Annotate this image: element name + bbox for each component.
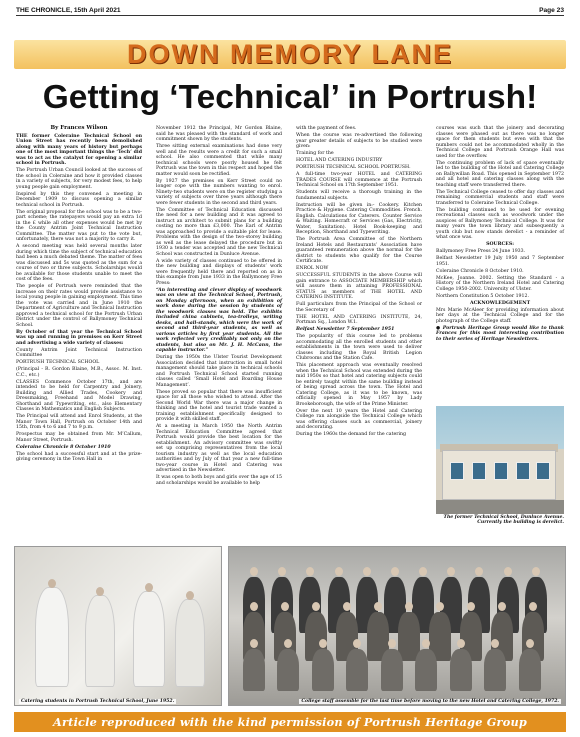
staff-head — [405, 602, 413, 611]
photo-strip — [14, 546, 566, 712]
staff-figure — [312, 649, 334, 691]
staff-head — [278, 567, 286, 576]
paragraph: A wide variety of classes continued to be offered in the new building and displays of students’ work were frequently held there and reported on as in this example from June 1933 in the Ballymoney Free Press: — [156, 258, 282, 286]
paragraph: Over the next 10 years the Hotel and Catering College ran alongside the Technical College which was offering classes such as commercial, joinery and decorating. — [296, 408, 422, 430]
staff-head — [504, 567, 512, 576]
paragraph: HOTEL AND CATERING INDUSTRY — [296, 158, 383, 163]
paragraph: Coleraine Chronicle 8 October 1910 — [16, 444, 111, 450]
footer-banner — [14, 712, 566, 732]
paragraph: courses was such that the joinery and decorating classes were phased out as there was no longer space for them students but even with that the numbers could not be accommodated wholly in the Technical College and Portrush Orange Hall was used for the overflow. — [436, 126, 564, 159]
staff-head — [532, 567, 540, 576]
paragraph: THE former Coleraine Technical School on Union Street has recently been demolished along with many years of history but perhaps one of the most important things the ‘Tech’ did was to act as the catalyst for opening a similar school in Portrush. — [16, 133, 142, 166]
paragraph: The building continued to be used for evening recreational classes such as woodwork under the auspices of Ballymoney Technical College. It was for many years the town library and subsequently a youth club but now stands derelict - a reminder of what once was. — [436, 207, 564, 240]
staff-head — [319, 639, 327, 648]
paragraph: During the 1950s the Ulster Tourist Development Association decided that instruction in small hotel management should take place in technical schools and Portrush Technical School started running classes called ‘Small Hotel and Boarding House Management’. — [156, 355, 282, 388]
paragraph: Three sitting external examinations had done very well and the results were a credit for such a small school. He also commented that while many technical schools were poorly housed he felt Portrush was the town in this respect and hoped the matter would soon be rectified. — [156, 144, 282, 177]
article-headline: Getting ‘Technical’ in Portrush! — [42, 79, 538, 116]
paragraph: SUCCESSFUL STUDENTS in the above Course will gain entrance to ASSOCIATE MEMBERSHIP which will assure them in attaining PROFESSIONAL STATUS as members of THE HOTEL AND CATERING INSTITUTE. — [296, 273, 422, 300]
section-banner — [14, 40, 566, 69]
publication-date: THE CHRONICLE, 15th April 2021 — [16, 7, 121, 14]
paragraph: The original proposal for the school was to be a two-part scheme; the ratepayers would pay an extra 1d in the £ while all other expenses would be met by the County Antrim Joint Technical Instruction Committee. The matter was put to the vote but, unfortunately, there was not a majority to carry it. — [16, 209, 142, 242]
staff-figure — [243, 649, 265, 691]
paragraph: ACKNOWLEDGEMENT — [469, 300, 531, 306]
staff-head — [250, 602, 258, 611]
paragraph: THE HOTEL AND CATERING INSTITUTE, 24, Portman Sq., London W.1. — [296, 314, 422, 325]
paragraph: ● Portrush Heritage Group would like to thank Frances for this most interesting contribution to their series of Heritage Newsletters. — [436, 325, 564, 342]
staff-head — [250, 639, 258, 648]
staff-head — [475, 567, 483, 576]
page-header — [16, 4, 564, 16]
staff-head — [467, 602, 475, 611]
paragraph: Belfast Newsletter 7 September 1951 — [296, 327, 395, 332]
paragraph: By October of that year the Technical School was up and running in premises on Kerr Street and advertising a wide variety of classes: — [16, 329, 142, 346]
paragraph: The school had a successful start and at the prize-giving ceremony in the Town Hall in — [16, 451, 142, 462]
paragraph: County Antrim Joint Technical Instruction Committee — [16, 347, 142, 358]
paragraph: PORTRUSH TECHNICAL SCHOOL — [16, 360, 100, 365]
column-1-text — [16, 134, 142, 463]
staff-head — [374, 602, 382, 611]
staff-head — [391, 567, 399, 576]
banner-title: DOWN MEMORY LANE — [127, 39, 453, 69]
paragraph: SOURCES: — [486, 242, 514, 247]
footer-credit: Article reproduced with the kind permission of Portrush Heritage Group — [53, 715, 527, 729]
staff-head — [306, 567, 314, 576]
paragraph: These proved so popular that there was insufficient space for all those who wished to attend. After the Second World War there was a major change in thinking and the hotel and tourist trade wanted a training establishment specifically designed to provide it with skilled staff. — [156, 389, 282, 422]
catering-students-photo — [14, 546, 222, 706]
technical-school-photo — [436, 406, 564, 514]
staff-figure — [519, 649, 541, 691]
paragraph: Belfast Newsletter 19 July 1950 and 7 September 1951. — [436, 256, 564, 267]
paragraph: November 1912 the Principal, Mr Gordon Blaine, said he was pleased with the standard of work and commitment shown by the students. — [156, 126, 282, 142]
paragraph: The popularity of this course led to problems accommodating all the enrolled students and other establishments in the town were used to deliver classes including the Royal British Legion Clubrooms and the Station Cafe. — [296, 334, 422, 361]
paragraph: By 1927 the premises on Kerr Street could no longer cope with the numbers wanting to enrol. Ninety-two students were on the register studying a variety of subjects over three years although there were fewer students in the second and third years. — [156, 178, 282, 206]
paragraph: At a meeting in March 1950 the North Antrim Technical Education Committee agreed that Portrush would provide the best location for the establishment. An advisory committee was swiftly set up comprising representatives from the local tourism industry as well as the local education authorities and by July of that year a new full-time two-year course in Hotel and Catering was advertised in the Newsletter. — [156, 424, 282, 473]
staff-head — [250, 567, 258, 576]
paragraph: It was open to both boys and girls over the age of 15 and scholarships would be available to help — [156, 475, 282, 486]
staff-head — [363, 567, 371, 576]
paragraph: During the 1960s the demand for the catering — [296, 432, 407, 437]
paragraph: A full-time two-year HOTEL and CATERING TRADES COURSE will commence at the Portrush Technical School on 17th September 1951. — [296, 172, 422, 188]
page-number: Page 23 — [539, 7, 564, 14]
paragraph: Training for the — [296, 151, 334, 156]
column-3-text — [296, 126, 422, 438]
staff-head — [281, 602, 289, 611]
paragraph: ENROL NOW — [296, 266, 329, 271]
paragraph: The continuing problem of lack of space eventually led to the building of the Hotel and Catering College on Ballywillan Road. This opened in September 1972 and all hotel and catering classes along with the teaching staff were transferred there. — [436, 160, 564, 188]
photo-caption-students: Catering students in Portrush Technical School, June 1952. — [21, 699, 175, 704]
paragraph: Students will receive a thorough training in the fundamental subjects. — [296, 190, 422, 201]
paragraph: PORTRUSH TECHNICAL SCHOOL PORTRUSH. — [296, 165, 411, 170]
paragraph: The Portrush Area Committee of the Northern Ireland Hotels and Restaurants’ Association have guaranteed remuneration above the normal for the district to students who qualify for the Course Certificate. — [296, 237, 422, 264]
column-1 — [16, 126, 142, 546]
staff-head — [498, 602, 506, 611]
staff-head — [353, 639, 361, 648]
staff-figure — [381, 649, 403, 691]
staff-head — [388, 639, 396, 648]
paragraph: Instruction will be given in:- Cookery. Kitchen Practice & Hygiene. Catering Commodities. French. English. Calculations for Caterers. Counter Service & Waiting. Homecraft or Services (Gas, Electricity, Water, Sanitation). Hotel Book-keeping and Reception, Shorthand and Typewriting. — [296, 202, 422, 235]
staff-head — [447, 567, 455, 576]
photo-caption-school: The former Technical School, Dunluce Avenue. Currently the building is derelict. — [443, 515, 564, 526]
column-3 — [296, 126, 422, 546]
paragraph: The Portrush Urban Council looked at the success of the school in Coleraine and how it provided classes in a variety of subjects, for very modest fees, to help young people gain employment. — [16, 168, 142, 190]
paragraph: “An interesting and clever display of woodwork was on view at the Technical School, Portrush, on Monday afternoon, when an exhibition of work done during the session by students of the woodwork classes was held. The exhibits included china cabinets, tea-trolleys, writing desks, and hall-stands, which were the work of second and third-year students, as well as various articles by first year students. All the work reflected very creditably not only on the students, but also on Mr. J. H. McCann, the capable instructor.” — [156, 287, 282, 353]
paragraph: The Committee of Technical Education discussed the need for a new building and it was agreed to instruct an architect to submit plans for a building costing no more than £3,000. The Earl of Antrim was approached to provide a suitable plot for lease. Problems with the design of the two-storey building as well as the lease delayed the procedure but in 1930 a tender was accepted and the new Technical School was constructed in Dunluce Avenue. — [156, 207, 282, 257]
staff-head — [526, 639, 534, 648]
paragraph: Coleraine Chronicle 8 October 1910. — [436, 268, 524, 274]
paragraph: This placement approach was eventually resolved when the Technical School was extended during the mid 1950s so that hotel and catering subjects could be entirely taught within the same building instead of being spread across the town. The Hotel and Catering College, as it was to be known, was officially opened in May 1957 by Lady Brookeborough, the wife of the Prime Minister. — [296, 363, 422, 407]
staff-head — [343, 602, 351, 611]
paragraph: The Technical College ceased to offer day classes and remaining commercial students and staff were transferred to Coleraine Technical College. — [436, 189, 564, 206]
paragraph: McKee, Joanne. 2002. Setting the Standard - a History of the Northern Ireland Hotel and Catering College 1950-2002. University of Ulster. — [436, 275, 564, 292]
staff-figure — [484, 649, 506, 691]
photo-caption-staff: College staff assemble for the last time before moving to the new Hotel and Catering College, 1972. — [301, 699, 559, 704]
paragraph: Inspired by this they convened a meeting in December 1909 to discuss opening a similar technical school in Portrush. — [16, 191, 142, 208]
column-2 — [156, 126, 282, 546]
paragraph: CLASSES Commence October 17th, and are intended to be held for Carpentry and Joinery, Building and Allied Trades, Cookery and Dressmaking, Freehand and Model Drawing, Shorthand and Typewriting, etc., also Elementary Classes in Mathematics and English Subjects. — [16, 379, 142, 412]
staff-head — [419, 567, 427, 576]
staff-head — [312, 602, 320, 611]
paragraph: The Principal will attend and Enrol Students, at the Manor Town Hall, Portrush on October 14th and 15th, from 4 to 6 and 7 to 9 p.m. — [16, 414, 142, 430]
paragraph: Ballymoney Free Press 24 June 1933. — [436, 249, 526, 254]
paragraph: A second meeting was held several months later during which time the subject of technical education had been a much debated theme. The matter of fees was discussed and 5s was quoted as the sum for a course of two or three subjects. Scholarships would be available for those students unable to meet the cost of the fees. — [16, 244, 142, 282]
paragraph: Prospectus may be obtained from Mr. M’Callum, Manor Street, Portrush. — [16, 432, 142, 443]
column-2-text — [156, 126, 282, 486]
paragraph: with the payment of fees. — [296, 126, 357, 131]
staff-figure — [415, 649, 437, 691]
paragraph: The people of Portrush were reminded that the increase on their rates would provide assistance to local young people in gaining employment. This time the vote was carried and in June 1910 the Department of Agriculture and Technical Instruction approved a technical school for the Portrush Urban District under the control of Ballymoney Technical School. — [16, 284, 142, 328]
paragraph: When the course was re-advertised the following year greater details of subjects to be studied were given: — [296, 133, 422, 149]
staff-head — [436, 602, 444, 611]
column-4 — [436, 126, 564, 342]
staff-figure — [450, 649, 472, 691]
staff-figure — [346, 649, 368, 691]
paragraph: Mrs Marie McAleer for providing information about her days at the Technical College and for the photograph of the College staff. — [436, 307, 564, 324]
article-body — [16, 126, 564, 546]
staff-figure — [277, 649, 299, 691]
staff-head — [529, 602, 537, 611]
paragraph: (Principal - R. Gordon Blaine, M.B., Assoc. M. Inst. C.C., etc.) — [16, 367, 142, 378]
paragraph: Full particulars from the Principal of the School or the Secretary of — [296, 302, 422, 313]
college-staff-photo — [228, 546, 566, 706]
staff-head — [335, 567, 343, 576]
paragraph: Northern Constitution 5 October 1912. — [436, 293, 529, 299]
column-4-text — [436, 126, 564, 342]
staff-head — [457, 639, 465, 648]
byline: By Frances Wilson — [50, 125, 108, 131]
